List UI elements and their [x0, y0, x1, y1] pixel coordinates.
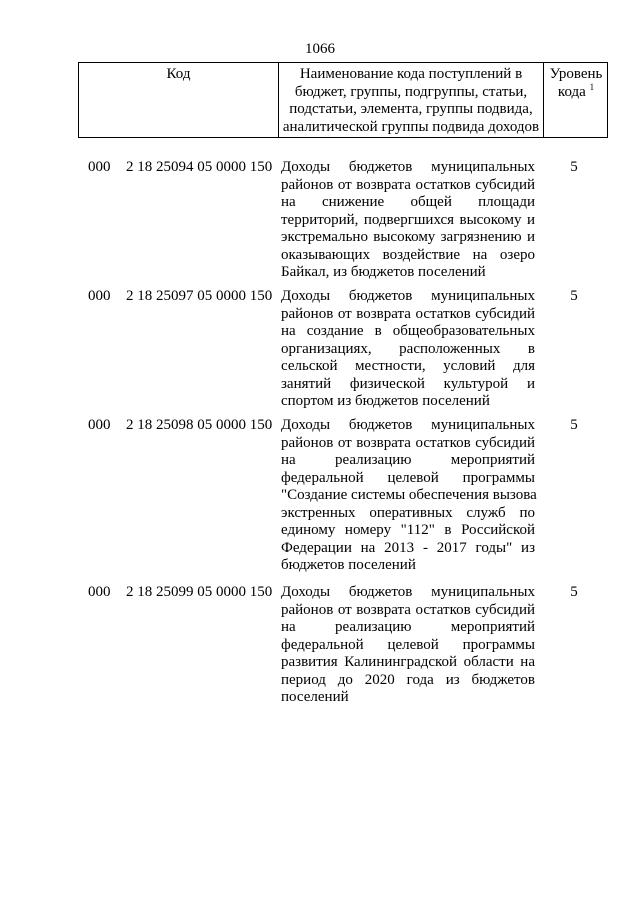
revenue-name: [281, 417, 535, 575]
admin-code: 000: [88, 288, 111, 304]
header-level-line: [544, 81, 608, 102]
name-line: экстренных оперативных служб по: [281, 504, 535, 521]
revenue-name: [281, 288, 535, 411]
name-line: занятий физической культурой и: [281, 375, 535, 392]
revenue-name: [281, 584, 535, 707]
name-line: федеральной целевой программы: [281, 636, 535, 653]
name-line: Доходы бюджетов муниципальных: [281, 417, 535, 433]
name-line: Байкал, из бюджетов поселений: [281, 264, 486, 280]
name-line: Доходы бюджетов муниципальных: [281, 584, 535, 600]
name-line: спортом из бюджетов поселений: [281, 393, 490, 409]
code-level: 5: [570, 584, 578, 600]
header-level: [544, 66, 608, 101]
name-line: Федерации на 2013 - 2017 годы" из: [281, 539, 535, 556]
header-name-line: подстатьи, элемента, группы подвида,: [289, 101, 533, 117]
name-line: районов от возврата остатков субсидий: [281, 601, 535, 618]
name-line: Доходы бюджетов муниципальных: [281, 159, 535, 175]
code-level: 5: [570, 417, 578, 433]
name-line: оказывающих воздействие на озеро: [281, 246, 535, 263]
name-line: территорий, подвергшихся высокому и: [281, 211, 535, 228]
revenue-code: 2 18 25094 05 0000 150: [126, 159, 273, 175]
page-number: 1066: [305, 41, 335, 57]
name-line: на снижение общей площади: [281, 194, 535, 210]
name-line: развития Калининградской области на: [281, 654, 535, 670]
header-level-line: Уровень: [549, 66, 603, 82]
revenue-code: 2 18 25097 05 0000 150: [126, 288, 273, 304]
code-level: 5: [570, 288, 578, 304]
header-name: [279, 66, 543, 136]
header-level-text: кода: [557, 83, 586, 100]
name-line: бюджетов поселений: [281, 557, 416, 573]
admin-code: 000: [88, 159, 111, 175]
header-name-line: бюджет, группы, подгруппы, статьи,: [294, 83, 528, 100]
revenue-code: 2 18 25099 05 0000 150: [126, 584, 273, 600]
code-level: 5: [570, 159, 578, 175]
admin-code: 000: [88, 584, 111, 600]
header-name-line: Наименование кода поступлений в: [299, 66, 523, 82]
name-line: период до 2020 года из бюджетов: [281, 671, 535, 688]
revenue-name: [281, 159, 535, 282]
name-line: районов от возврата остатков субсидий: [281, 176, 535, 193]
name-line: федеральной целевой программы: [281, 469, 535, 486]
name-line: организациях, расположенных в: [281, 340, 535, 357]
name-line: на реализацию мероприятий: [281, 619, 535, 635]
name-line: "Создание системы обеспечения вызова: [281, 487, 537, 503]
name-line: на создание в общеобразовательных: [281, 323, 535, 339]
name-line: районов от возврата остатков субсидий: [281, 305, 535, 322]
name-line: экстремально высокому загрязнению и: [281, 229, 535, 245]
footnote-marker: 1: [589, 81, 595, 92]
header-code: Код: [166, 66, 191, 82]
admin-code: 000: [88, 417, 111, 433]
table-header: [78, 62, 608, 138]
name-line: сельской местности, условий для: [281, 358, 535, 374]
revenue-code: 2 18 25098 05 0000 150: [126, 417, 273, 433]
name-line: на реализацию мероприятий: [281, 452, 535, 468]
name-line: поселений: [281, 689, 349, 705]
name-line: районов от возврата остатков субсидий: [281, 434, 535, 451]
header-name-line: аналитической группы подвида доходов: [282, 118, 540, 135]
name-line: единому номеру "112" в Российской: [281, 522, 535, 538]
name-line: Доходы бюджетов муниципальных: [281, 288, 535, 304]
